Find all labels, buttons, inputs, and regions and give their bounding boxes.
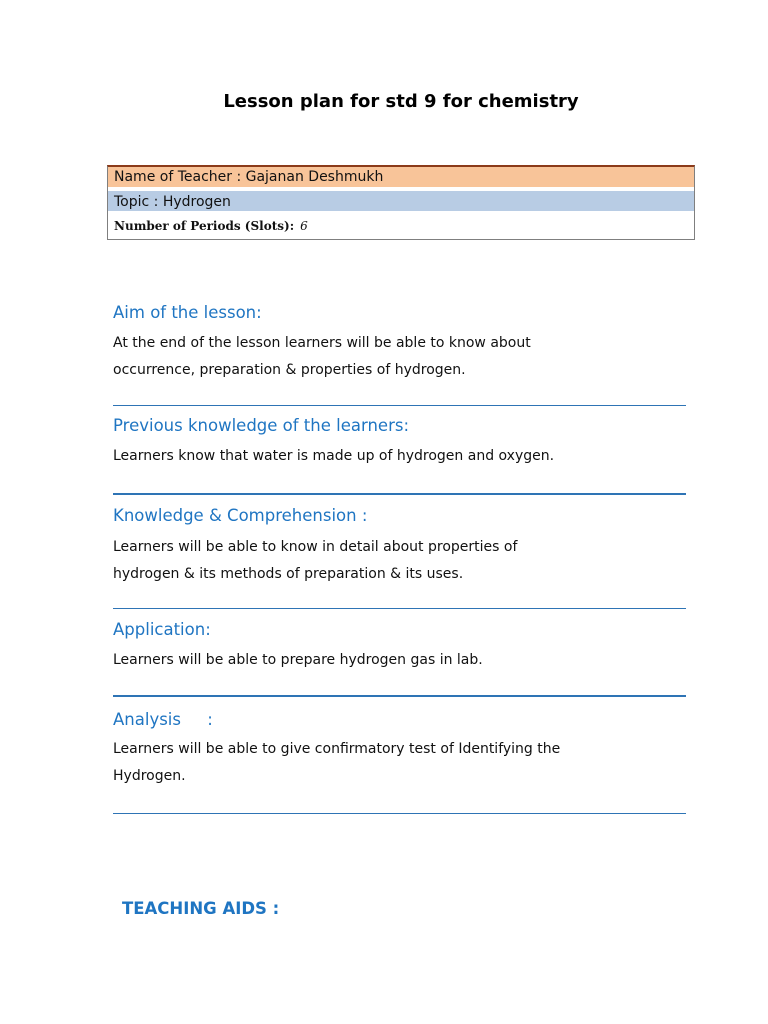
application-line-1: Learners will be able to prepare hydrogen gas in lab. — [113, 652, 483, 668]
analysis-line-1: Learners will be able to give confirmatory test of Identifying the — [113, 741, 561, 757]
section-divider — [113, 608, 686, 609]
analysis-heading: Analysis : — [113, 710, 213, 729]
analysis-text — [113, 736, 693, 790]
section-divider — [113, 695, 686, 697]
previous-knowledge-heading: Previous knowledge of the learners: — [113, 416, 410, 435]
periods-label: Number of Periods (Slots): — [114, 219, 295, 233]
aim-text — [113, 330, 693, 384]
previous-knowledge-text — [113, 443, 693, 470]
analysis-line-2: Hydrogen. — [113, 768, 186, 784]
periods-row — [108, 213, 694, 239]
teaching-aids-heading: TEACHING AIDS : — [122, 899, 280, 918]
periods-value: 6 — [300, 219, 308, 233]
application-heading: Application: — [113, 620, 211, 639]
section-divider — [113, 813, 686, 814]
aim-heading: Aim of the lesson: — [113, 303, 262, 322]
aim-line-1: At the end of the lesson learners will be able to know about — [113, 335, 531, 351]
section-divider — [113, 493, 686, 495]
teacher-name-row: Name of Teacher : Gajanan Deshmukh — [108, 167, 694, 191]
knowledge-comprehension-heading: Knowledge & Comprehension : — [113, 506, 368, 525]
aim-line-2: occurrence, preparation & properties of hydrogen. — [113, 362, 466, 378]
lesson-info-table — [107, 165, 695, 240]
section-divider — [113, 405, 686, 406]
previous-knowledge-line-1: Learners know that water is made up of hydrogen and oxygen. — [113, 448, 555, 464]
knowledge-line-2: hydrogen & its methods of preparation & its uses. — [113, 566, 464, 582]
page-title: Lesson plan for std 9 for chemistry — [223, 91, 579, 112]
application-text — [113, 647, 693, 674]
knowledge-line-1: Learners will be able to know in detail about properties of — [113, 539, 518, 555]
topic-row: Topic : Hydrogen — [108, 191, 694, 213]
knowledge-comprehension-text — [113, 534, 693, 588]
